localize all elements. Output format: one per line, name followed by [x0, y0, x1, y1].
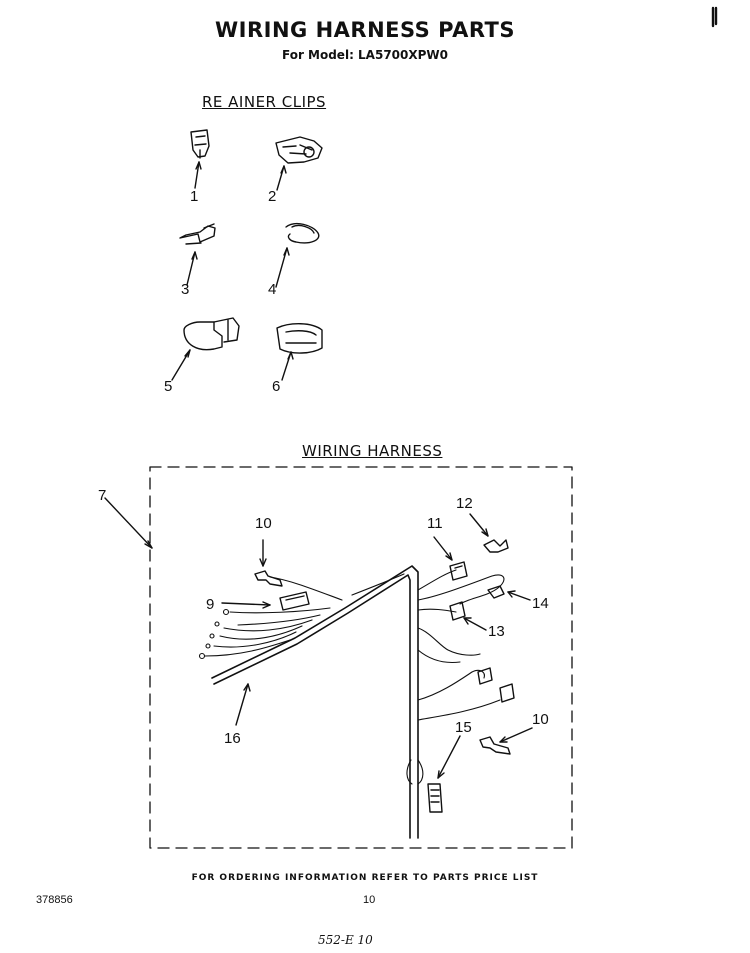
leader-4 — [276, 248, 287, 287]
left-terminals — [200, 610, 229, 659]
retainer-clips-heading: RE AINER CLIPS — [202, 93, 327, 111]
wiring-harness-heading: WIRING HARNESS — [302, 442, 443, 460]
leader-5 — [172, 350, 190, 380]
leader-15 — [438, 736, 460, 778]
leader-16 — [236, 684, 248, 725]
connector-15 — [428, 784, 442, 812]
right-wire-branches — [407, 570, 504, 784]
leader-9 — [222, 603, 270, 605]
callout-3: 3 — [181, 281, 190, 298]
leader-7 — [105, 498, 152, 548]
retainer-clip-4 — [286, 224, 319, 243]
callout-7: 7 — [98, 487, 107, 504]
callout-11: 11 — [427, 515, 443, 532]
retainer-clip-1 — [191, 130, 209, 158]
callout-16: 16 — [224, 730, 241, 747]
connector-9 — [280, 592, 309, 610]
page-number: 10 — [363, 894, 376, 906]
callout-9: 9 — [206, 596, 215, 613]
retainer-clip-5 — [184, 318, 239, 350]
callout-6: 6 — [272, 378, 281, 395]
leader-11 — [434, 537, 452, 560]
callout-15: 15 — [455, 719, 472, 736]
model-subtitle: For Model: LA5700XPW0 — [281, 48, 449, 62]
callout-1: 1 — [190, 188, 199, 205]
callout-4: 4 — [268, 281, 277, 298]
branch-connector-b — [500, 684, 514, 702]
retainer-clip-2 — [276, 137, 322, 163]
callout-10-upper: 10 — [255, 515, 272, 532]
callout-14: 14 — [532, 595, 549, 612]
left-wire-branches — [205, 574, 404, 656]
callout-13: 13 — [488, 623, 505, 640]
leader-12 — [470, 514, 488, 536]
ordering-note: FOR ORDERING INFORMATION REFER TO PARTS PRICE LIST — [191, 873, 539, 883]
page-title: WIRING HARNESS PARTS — [214, 18, 515, 42]
callout-12: 12 — [456, 495, 473, 512]
leader-10-lower — [500, 728, 532, 742]
harness-border — [150, 467, 572, 848]
handwritten-code: 552-E 10 — [318, 933, 373, 947]
callout-2: 2 — [268, 188, 277, 205]
callout-10-lower: 10 — [532, 711, 549, 728]
callout-5: 5 — [164, 378, 173, 395]
part-number: 378856 — [36, 894, 73, 906]
retainer-clip-6 — [277, 324, 322, 353]
terminal-12 — [484, 540, 508, 552]
retainer-clip-3 — [180, 224, 215, 244]
